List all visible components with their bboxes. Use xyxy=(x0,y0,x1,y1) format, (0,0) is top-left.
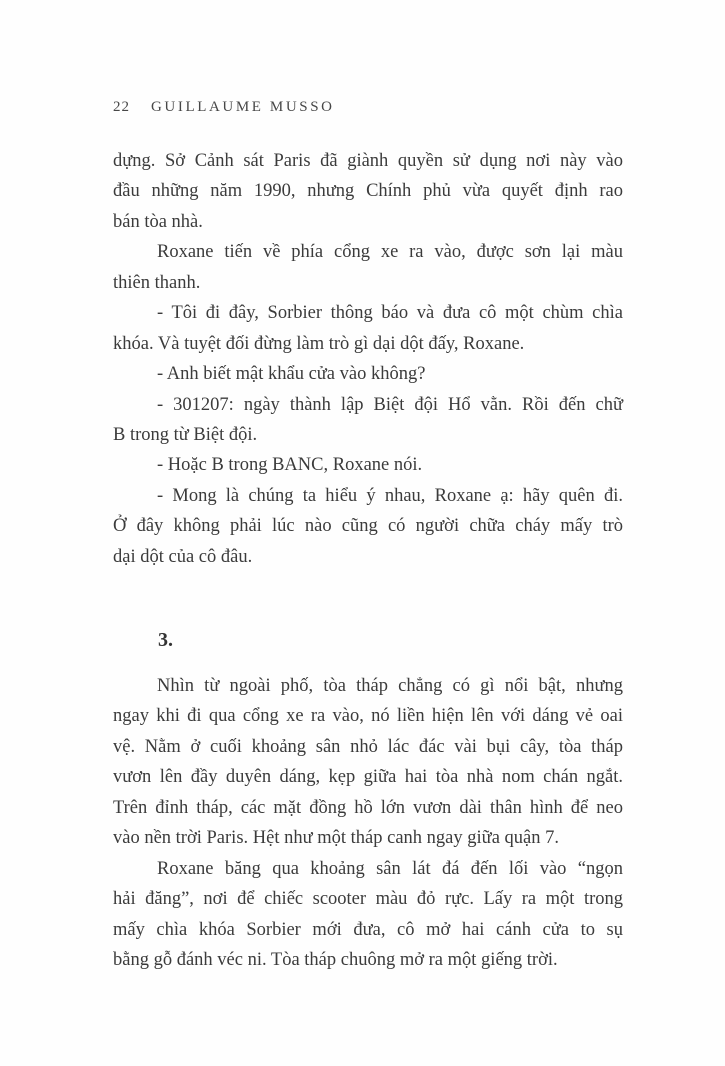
text-line: khóa. Và tuyệt đối đừng làm trò gì dại dột đấy, Roxane. xyxy=(113,333,525,354)
text-line: Ở đây không phải lúc nào cũng có người chữa cháy mấy trò xyxy=(113,516,623,537)
running-title: GUILLAUME MUSSO xyxy=(151,99,335,115)
text-line: - Anh biết mật khẩu cửa vào không? xyxy=(157,364,426,385)
text-line: Trên đỉnh tháp, các mặt đồng hồ lớn vươn dài thân hình để neo xyxy=(113,797,623,818)
text-line: đầu những năm 1990, nhưng Chính phủ vừa quyết định rao xyxy=(113,181,623,202)
text-line: Roxane băng qua khoảng sân lát đá đến lối vào “ngọn xyxy=(157,858,623,879)
text-line: Nhìn từ ngoài phố, tòa tháp chẳng có gì nổi bật, nhưng xyxy=(157,676,623,696)
text-line: dại dột của cô đâu. xyxy=(113,546,253,567)
text-line: - Mong là chúng ta hiểu ý nhau, Roxane ạ: hãy quên đi. xyxy=(157,485,623,506)
text-line: dựng. Sở Cảnh sát Paris đã giành quyền sử dụng nơi này vào xyxy=(113,151,623,171)
page-number: 22 xyxy=(113,99,130,115)
text-line: thiên thanh. xyxy=(113,272,201,293)
body-text-block-1 xyxy=(113,146,623,572)
section-heading: 3. xyxy=(158,629,173,651)
text-line: vào nền trời Paris. Hệt như một tháp canh ngay giữa quận 7. xyxy=(113,828,559,849)
text-line: - 301207: ngày thành lập Biệt đội Hổ vằn. Rồi đến chữ xyxy=(157,394,623,415)
text-line: B trong từ Biệt đội. xyxy=(113,424,258,445)
text-line: - Tôi đi đây, Sorbier thông báo và đưa cô một chùm chìa xyxy=(157,303,623,324)
text-line: bằng gỗ đánh véc ni. Tòa tháp chuông mở ra một giếng trời. xyxy=(113,949,558,970)
text-line: ngay khi đi qua cổng xe ra vào, nó liền hiện lên với dáng vẻ oai xyxy=(113,706,623,727)
text-line: - Hoặc B trong BANC, Roxane nói. xyxy=(157,455,423,476)
running-header xyxy=(113,97,623,117)
text-line: mấy chìa khóa Sorbier mới đưa, cô mở hai cánh cửa to sụ xyxy=(113,919,623,940)
text-line: vệ. Nằm ở cuối khoảng sân nhỏ lác đác vài bụi cây, tòa tháp xyxy=(113,736,623,757)
text-line: bán tòa nhà. xyxy=(113,211,203,232)
body-text-block-2 xyxy=(113,671,623,975)
text-line: vươn lên đầy duyên dáng, kẹp giữa hai tòa nhà nom chán ngắt. xyxy=(113,767,623,788)
text-line: Roxane tiến về phía cổng xe ra vào, được sơn lại màu xyxy=(157,242,623,263)
text-line: hải đăng”, nơi để chiếc scooter màu đỏ rực. Lấy ra một trong xyxy=(113,889,623,910)
